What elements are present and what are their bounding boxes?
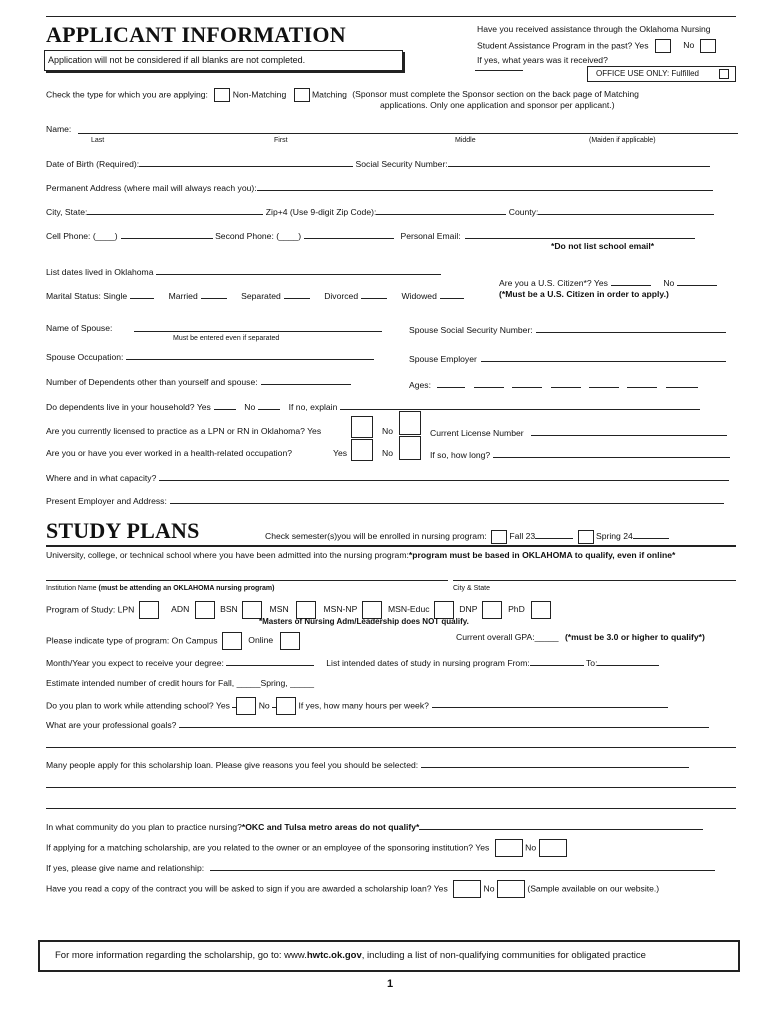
licensed-no-checkbox[interactable] (399, 411, 421, 435)
study-dates-label: List intended dates of study in nursing program From: (326, 658, 530, 668)
citizen-no-field[interactable] (677, 276, 717, 286)
credit-hours-label: Estimate intended number of credit hours for Fall, _____Spring, _____ (46, 678, 314, 688)
work-label: Do you plan to work while attending school? Yes (46, 700, 230, 711)
page-number: 1 (387, 978, 394, 990)
program-type-label: Please indicate type of program: On Campus (46, 635, 218, 646)
name-input-line[interactable] (78, 133, 738, 134)
matching-question: If applying for a matching scholarship, are you related to the owner or an employee of the sponsoring institution? Yes (46, 842, 490, 853)
worked-yes-label: Yes (333, 448, 348, 458)
online-checkbox[interactable] (280, 632, 300, 650)
age-field[interactable] (589, 378, 619, 388)
dates-lived-row (46, 265, 441, 277)
fall-checkbox[interactable] (491, 530, 507, 544)
matching-no-checkbox[interactable] (539, 839, 567, 857)
institution-field[interactable] (46, 580, 448, 581)
spouse-ssn-field[interactable] (536, 323, 726, 333)
how-long-label: If so, how long? (430, 450, 491, 460)
work-hours-field[interactable] (432, 698, 668, 708)
work-no-checkbox[interactable] (276, 697, 296, 715)
footer-info-prefix: For more information regarding the scholarship, go to: www. (55, 950, 307, 961)
matching-row (46, 839, 567, 857)
ssn-label: Social Security Number: (355, 159, 448, 169)
top-rule (46, 16, 736, 17)
non-matching-label: Non-Matching (232, 89, 287, 100)
age-field[interactable] (474, 378, 504, 388)
worked-yes-checkbox[interactable] (351, 439, 373, 461)
worked-label: Are you or have you ever worked in a health-related occupation? (46, 448, 293, 458)
present-employer-row (46, 494, 724, 506)
assist-question-1: Have you received assistance through the Oklahoma Nursing (477, 24, 711, 34)
age-field[interactable] (666, 378, 698, 388)
licensed-yes-checkbox[interactable] (351, 416, 373, 438)
degree-date-label: Month/Year you expect to receive your degree: (46, 658, 224, 668)
phd-label: PhD (508, 604, 525, 615)
degree-date-field[interactable] (226, 656, 314, 666)
licensed-label: Are you currently licensed to practice as a LPN or RN in Oklahoma? Yes (46, 426, 322, 436)
admitted-row (46, 550, 675, 560)
sponsor-note-1: (Sponsor must complete the Sponsor section on the back page of Matching (352, 89, 639, 100)
admitted-label: University, college, or technical school where you have been admitted into the nursing program: (46, 550, 409, 560)
email-note: *Do not list school email* (551, 241, 655, 251)
present-employer-label: Present Employer and Address: (46, 496, 167, 506)
marital-divorced-label: Divorced (324, 291, 359, 301)
spouse-occupation-label: Spouse Occupation: (46, 352, 124, 362)
gpa-row (456, 632, 705, 642)
contract-no-label: No (483, 883, 495, 894)
spouse-ssn-label: Spouse Social Security Number: (409, 325, 533, 335)
dependents-explain-label: If no, explain (288, 402, 338, 412)
licensed-no-label: No (382, 426, 393, 436)
city-field[interactable] (87, 205, 263, 215)
work-yes-checkbox[interactable] (236, 697, 256, 715)
contract-yes-checkbox[interactable] (453, 880, 481, 898)
adn-checkbox[interactable] (195, 601, 215, 619)
contract-row (46, 880, 659, 898)
applying-type-prompt: Check the type for which you are applying: (46, 89, 208, 100)
zip-field[interactable] (376, 205, 506, 215)
county-field[interactable] (538, 205, 714, 215)
ages-label: Ages: (409, 380, 431, 390)
citizen-no-label: No (663, 278, 675, 288)
dob-row (46, 157, 710, 169)
spring-checkbox[interactable] (578, 530, 594, 544)
where-capacity-row (46, 471, 729, 483)
notice-box (44, 50, 403, 71)
assist-yes-checkbox[interactable] (655, 39, 671, 53)
masters-note: *Masters of Nursing Adm/Leadership does NOT qualify. (259, 617, 469, 626)
city-row (46, 205, 714, 217)
dnp-checkbox[interactable] (482, 601, 502, 619)
spouse-employer-row (409, 352, 726, 364)
address-field[interactable] (257, 181, 713, 191)
worked-no-checkbox[interactable] (399, 436, 421, 460)
assist-no-checkbox[interactable] (700, 39, 716, 53)
name-label: Name: (46, 124, 72, 134)
married-field[interactable] (201, 289, 227, 299)
work-hours-label: If yes, how many hours per week? (298, 700, 429, 711)
assist-years-label: If yes, what years was it received? (477, 55, 608, 65)
phd-checkbox[interactable] (531, 601, 551, 619)
office-use-checkbox[interactable] (719, 69, 729, 79)
sponsor-note-2: applications. Only one application and sponsor per applicant.) (380, 100, 615, 110)
dates-lived-label: List dates lived in Oklahoma (46, 267, 154, 277)
goals-field[interactable] (179, 718, 709, 728)
dependents-live-yes[interactable] (214, 400, 236, 410)
relationship-field[interactable] (210, 861, 715, 871)
program-type-row (46, 632, 300, 650)
reasons-field-line-2[interactable] (46, 787, 736, 788)
page-title: APPLICANT INFORMATION (46, 22, 346, 47)
cell-phone-field[interactable] (121, 229, 213, 239)
msn-label: MSN (269, 604, 289, 615)
degree-date-row (46, 656, 659, 668)
spouse-name-note: Must be entered even if separated (173, 335, 280, 342)
license-number-row (430, 426, 727, 438)
goals-row (46, 718, 709, 730)
present-employer-field[interactable] (170, 494, 724, 504)
spring-field[interactable] (633, 529, 669, 539)
gpa-label: Current overall GPA:_____ (456, 632, 559, 642)
office-use-text: OFFICE USE ONLY: Fulfilled (596, 69, 699, 78)
age-field[interactable] (437, 378, 465, 388)
widowed-field[interactable] (440, 289, 464, 299)
dependents-live-no-label: No (244, 402, 256, 412)
marital-row (46, 289, 464, 301)
relationship-label: If yes, please give name and relationship: (46, 863, 205, 873)
dates-lived-field[interactable] (156, 265, 441, 275)
divorced-field[interactable] (361, 289, 387, 299)
study-from-field[interactable] (530, 656, 584, 666)
reasons-field-line-3[interactable] (46, 808, 736, 809)
footer-info-text (55, 950, 646, 961)
fall-label: Fall 23 (509, 531, 536, 541)
msn-np-label: MSN-NP (323, 604, 358, 615)
institution-label: Institution Name (46, 585, 97, 592)
spouse-name-label: Name of Spouse: (46, 323, 113, 333)
footer-info-box (38, 940, 740, 972)
study-plans-rule (46, 545, 736, 547)
semester-row (265, 529, 669, 544)
matching-yes-checkbox[interactable] (495, 839, 523, 857)
dob-field[interactable] (139, 157, 353, 167)
second-phone-field[interactable] (304, 229, 394, 239)
study-to-label: To: (586, 658, 598, 668)
spouse-name-field[interactable] (134, 331, 382, 332)
dependents-live-row (46, 400, 700, 412)
name-maiden-label: (Maiden if applicable) (589, 137, 656, 144)
citizen-question: Are you a U.S. Citizen*? Yes (499, 278, 608, 288)
spouse-occupation-row (46, 350, 374, 362)
assist-question-2-text: Student Assistance Program in the past? Yes (477, 40, 649, 51)
how-long-row (430, 448, 730, 460)
study-plans-title: STUDY PLANS (46, 518, 200, 543)
spring-label: Spring 24 (595, 531, 633, 541)
age-field[interactable] (512, 378, 542, 388)
office-use-box (587, 66, 736, 82)
institution-label-row (46, 585, 274, 592)
where-capacity-label: Where and in what capacity? (46, 473, 157, 483)
community-label: In what community do you plan to practice nursing? (46, 822, 242, 832)
spouse-employer-label: Spouse Employer (409, 354, 477, 364)
citizen-note: (*Must be a U.S. Citizen in order to apply.) (499, 289, 669, 299)
work-row (46, 697, 668, 715)
marital-widowed-label: Widowed (401, 291, 437, 301)
contract-question: Have you read a copy of the contract you will be asked to sign if you are awarded a scholarship loan? Yes (46, 883, 448, 894)
assist-no-label: No (683, 40, 695, 51)
on-campus-checkbox[interactable] (222, 632, 242, 650)
program-label: Program of Study: LPN (46, 604, 135, 615)
matching-label: Matching (312, 89, 347, 100)
study-to-field[interactable] (597, 656, 659, 666)
institution-city-field[interactable] (453, 580, 736, 581)
non-matching-checkbox[interactable] (214, 88, 230, 102)
adn-label: ADN (171, 604, 190, 615)
name-last-label: Last (91, 137, 105, 144)
city-label: City, State: (46, 207, 88, 217)
license-number-label: Current License Number (430, 428, 524, 438)
age-field[interactable] (627, 378, 657, 388)
matching-no-label: No (525, 842, 537, 853)
fall-field[interactable] (535, 529, 573, 539)
email-label: Personal Email: (400, 231, 461, 241)
dependents-live-label: Do dependents live in your household? Yes (46, 402, 211, 412)
semester-label: Check semester(s)you will be enrolled in nursing program: (265, 531, 487, 541)
dependents-row (46, 375, 351, 387)
assist-question-2 (477, 39, 716, 53)
community-field[interactable] (419, 820, 703, 830)
age-field[interactable] (551, 378, 581, 388)
work-no-label: No (258, 700, 270, 711)
spouse-occupation-field[interactable] (126, 350, 374, 360)
second-phone-label: Second Phone: (____) (215, 231, 302, 241)
ssn-field[interactable] (448, 157, 710, 167)
zip-label: Zip+4 (Use 9-digit Zip Code): (265, 207, 377, 217)
phone-row (46, 229, 695, 241)
spouse-ssn-row (409, 323, 726, 335)
marital-married-label: Married (168, 291, 198, 301)
lpn-checkbox[interactable] (139, 601, 159, 619)
footer-website-link[interactable]: hwtc.ok.gov (306, 950, 362, 961)
separated-field[interactable] (284, 289, 310, 299)
name-middle-label: Middle (455, 137, 476, 144)
reasons-field[interactable] (421, 758, 689, 768)
citizen-yes-field[interactable] (611, 276, 651, 286)
goals-field-line-2[interactable] (46, 747, 736, 748)
gpa-note: (*must be 3.0 or higher to qualify*) (564, 632, 705, 642)
dependents-live-no[interactable] (258, 400, 280, 410)
address-label: Permanent Address (where mail will always reach you): (46, 183, 257, 193)
dnp-label: DNP (459, 604, 478, 615)
online-label: Online (248, 635, 274, 646)
citizen-row (499, 276, 717, 288)
dob-label: Date of Birth (Required): (46, 159, 140, 169)
spouse-employer-field[interactable] (481, 352, 726, 362)
institution-note: (must be attending an OKLAHOMA nursing program) (98, 585, 275, 592)
ages-row (409, 378, 698, 390)
reasons-label: Many people apply for this scholarship loan. Please give reasons you feel you should be selected: (46, 760, 419, 770)
notice-text: Application will not be considered if all blanks are not completed. (48, 55, 306, 65)
marital-separated-label: Separated (241, 291, 281, 301)
worked-no-label: No (382, 448, 393, 458)
marital-single-label: Marital Status: Single (46, 291, 128, 301)
dependents-field[interactable] (261, 375, 351, 385)
reasons-row (46, 758, 689, 770)
community-note: *OKC and Tulsa metro areas do not qualify* (241, 822, 420, 832)
cell-phone-label: Cell Phone: (____) (46, 231, 118, 241)
admitted-note: *program must be based in OKLAHOMA to qualify, even if online* (408, 550, 676, 560)
relationship-row (46, 861, 715, 873)
msn-educ-label: MSN-Educ (387, 604, 430, 615)
name-first-label: First (274, 137, 288, 144)
county-label: County: (508, 207, 539, 217)
email-field[interactable] (465, 229, 695, 239)
contract-note: (Sample available on our website.) (527, 883, 660, 894)
bsn-label: BSN (220, 604, 238, 615)
goals-label: What are your professional goals? (46, 720, 177, 730)
footer-info-suffix: , including a list of non-qualifying communities for obligated practice (361, 950, 646, 961)
assist-years-line[interactable] (475, 70, 523, 71)
where-capacity-field[interactable] (159, 471, 729, 481)
dependents-label: Number of Dependents other than yourself and spouse: (46, 377, 258, 387)
single-field[interactable] (130, 289, 154, 299)
city-state-label: City & State (453, 585, 490, 592)
dependents-explain-field[interactable] (340, 400, 700, 410)
how-long-field[interactable] (493, 448, 730, 458)
license-number-field[interactable] (531, 426, 727, 436)
address-row (46, 181, 713, 193)
matching-checkbox[interactable] (294, 88, 310, 102)
community-row (46, 820, 703, 832)
contract-no-checkbox[interactable] (497, 880, 525, 898)
